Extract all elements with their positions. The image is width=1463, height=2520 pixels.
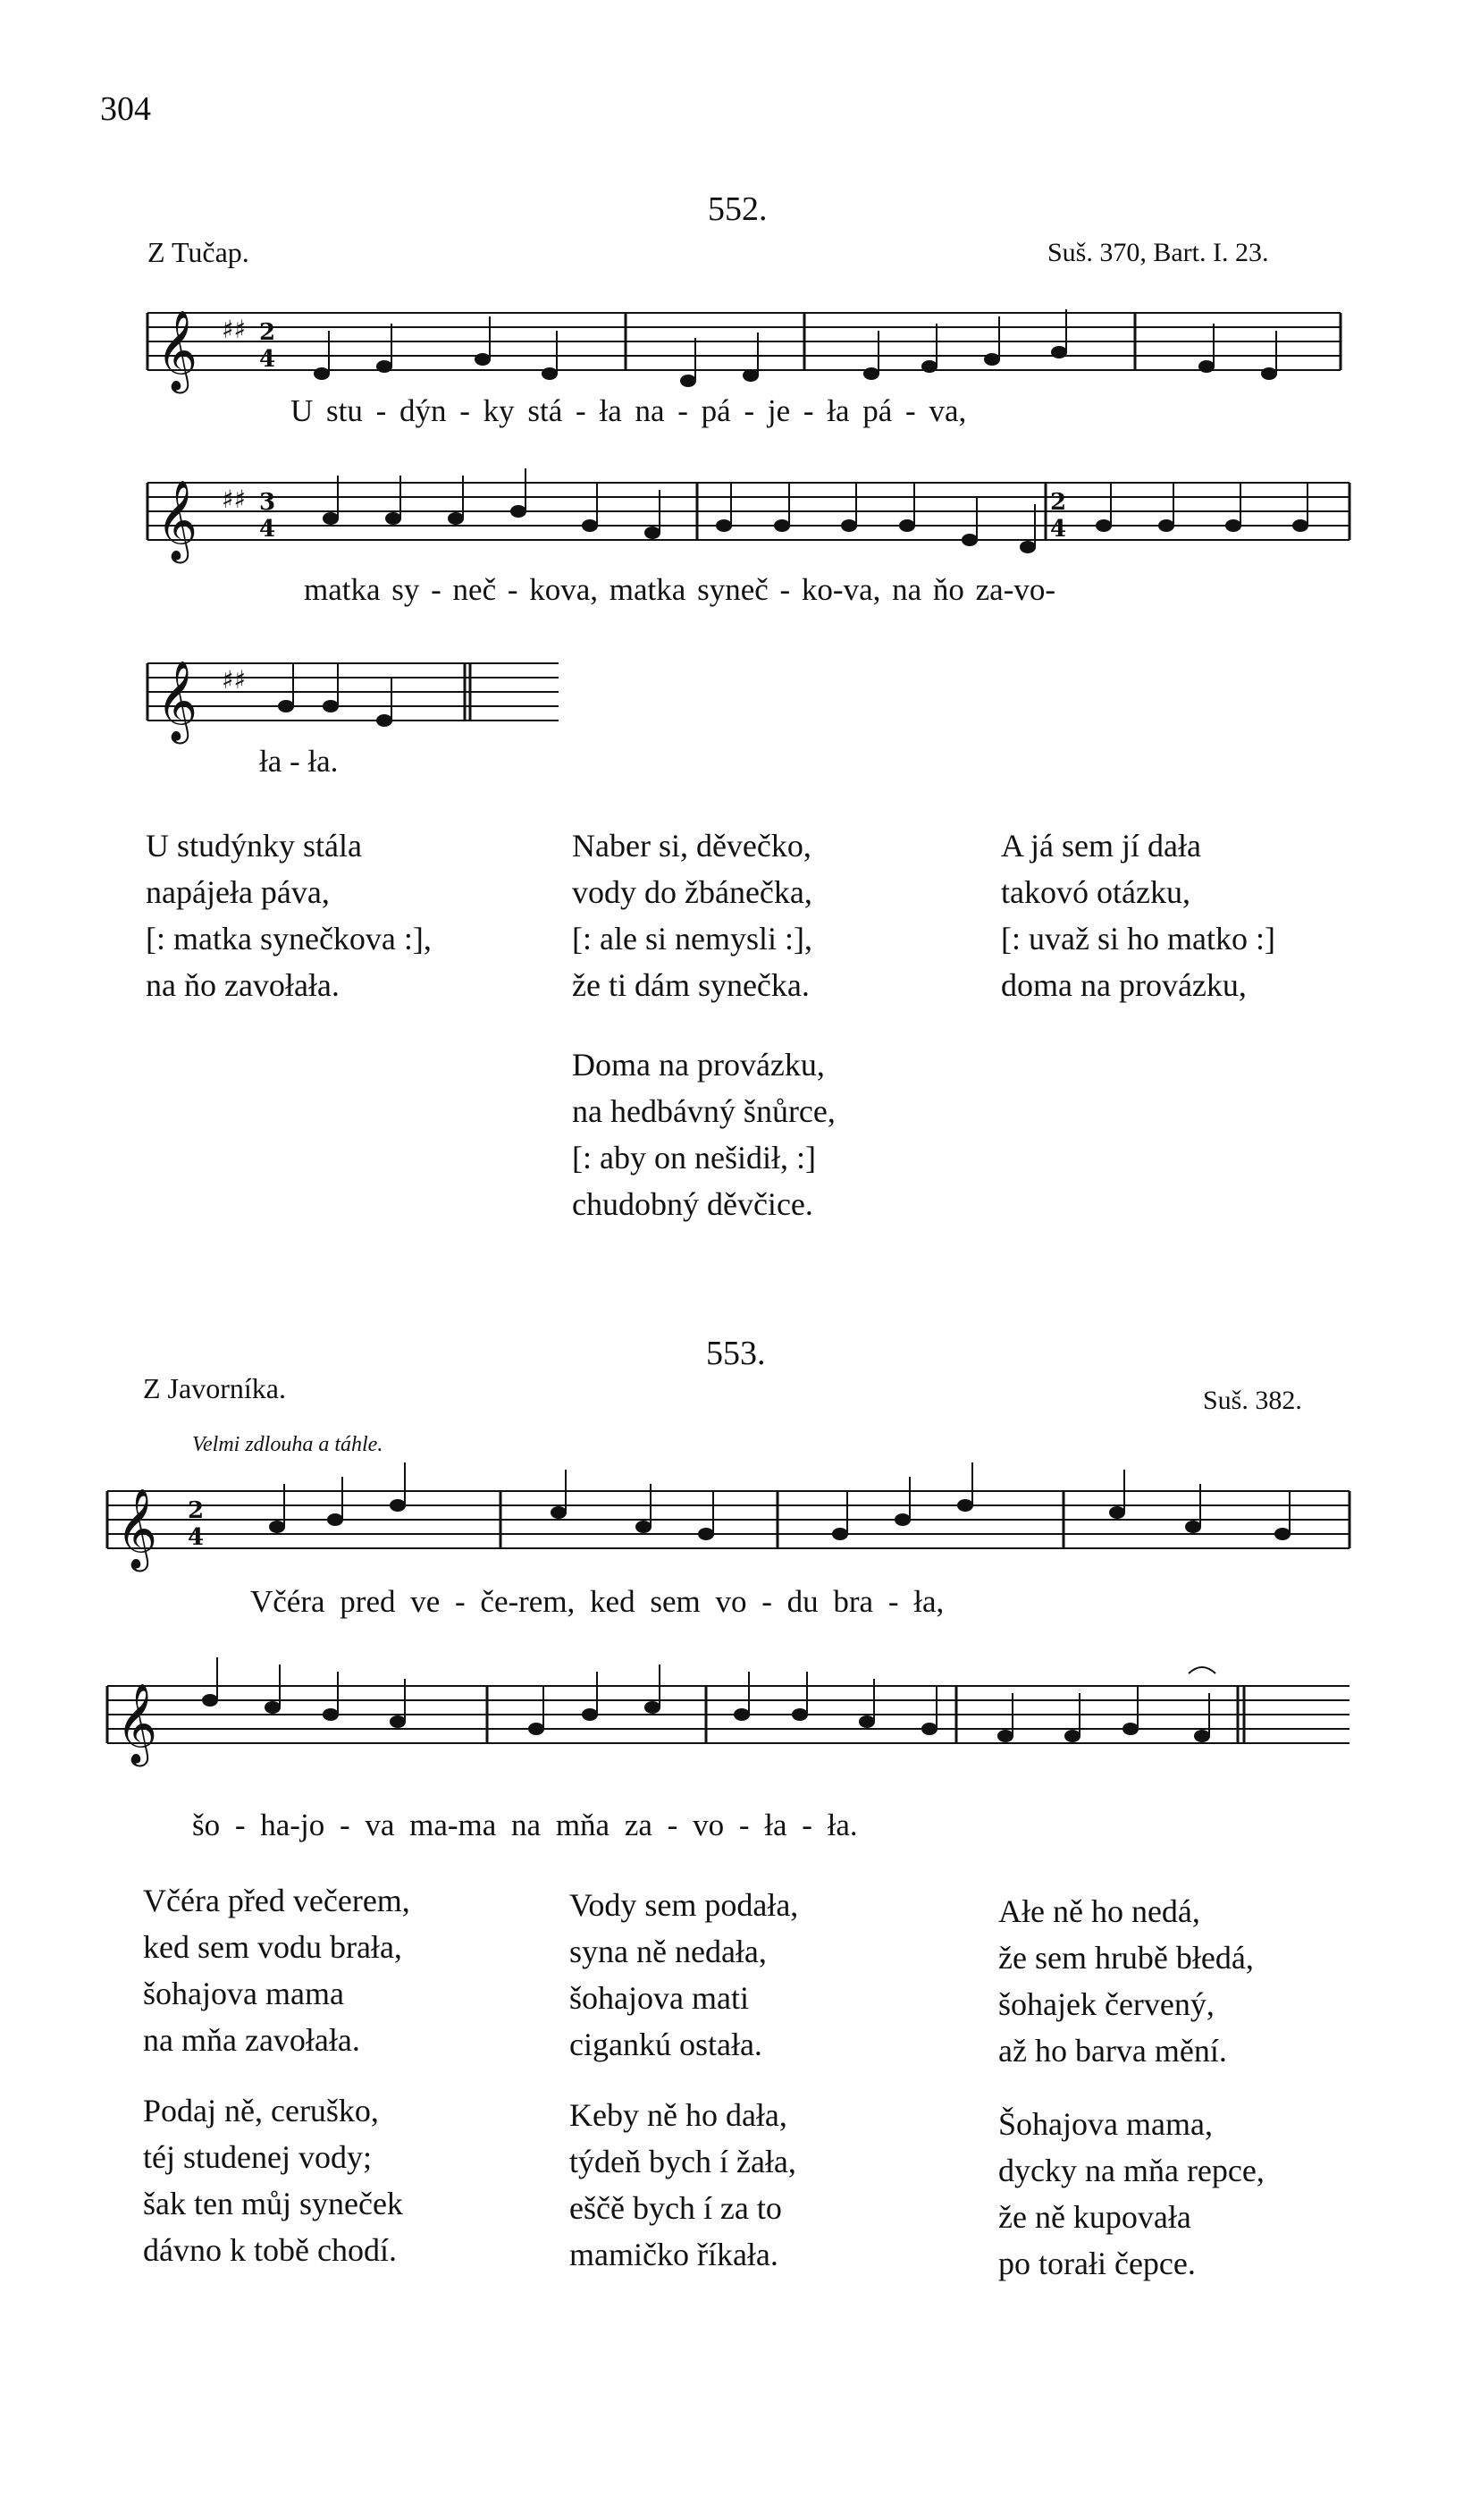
source-reference: Suš. 370, Bart. I. 23. (1047, 238, 1269, 267)
stanza-line: doma na provázku, (1001, 967, 1247, 1003)
stanza-line: [: aby on nešidił, :] (572, 1140, 816, 1176)
song-origin: Z Javorníka. (143, 1372, 286, 1404)
svg-text:4: 4 (1050, 516, 1067, 543)
svg-text:𝄞: 𝄞 (116, 1488, 158, 1569)
stanza (569, 2092, 796, 2278)
svg-text:𝄞: 𝄞 (156, 480, 198, 560)
svg-text:3: 3 (259, 489, 276, 516)
stanza (143, 2087, 403, 2273)
tempo-marking: Velmi zdlouha a táhle. (192, 1433, 383, 1456)
stanza-line: dycky na mňa repce, (998, 2153, 1265, 2188)
stanza (998, 2101, 1265, 2287)
stanza-line: Vody sem podała, (569, 1887, 799, 1923)
stanza-line: U studýnky stála (146, 828, 362, 864)
stanza-line: že sem hrubě błedá, (998, 1940, 1254, 1976)
stanza-line: na mňa zavołała. (143, 2022, 360, 2058)
staff-line-group (107, 1657, 1349, 1767)
stanza (572, 822, 812, 1008)
stanza-line: Ałe ně ho nedá, (998, 1893, 1200, 1929)
svg-text:2: 2 (1050, 489, 1067, 516)
stanza-line: [: matka synečkova :], (146, 921, 432, 957)
stanza-line: syna ně nedała, (569, 1934, 767, 1969)
svg-text:4: 4 (259, 346, 276, 373)
stanza-line: vody do žbánečka, (572, 874, 812, 910)
song-lyric-line: šo - ha-jo - va ma-ma na mňa za - vo - ła - ła. (192, 1808, 858, 1842)
source-reference: Suš. 382. (1203, 1386, 1302, 1415)
song-origin: Z Tučap. (147, 236, 249, 268)
staff-line-group (147, 309, 1341, 394)
stanza-line: na hedbávný šnůrce, (572, 1093, 836, 1129)
svg-text:𝄞: 𝄞 (156, 310, 198, 391)
stanza-line: že ně kupovała (998, 2199, 1191, 2235)
song-number: 552. (708, 190, 768, 228)
stanza-line: eščě bych í za to (569, 2190, 782, 2226)
stanza-line: [: uvaž si ho matko :] (1001, 921, 1275, 957)
staff-line-group (147, 661, 559, 745)
stanza-line: Šohajova mama, (998, 2106, 1213, 2142)
stanza-line: šohajek červený, (998, 1986, 1215, 2022)
stanza-line: cigankú ostała. (569, 2027, 762, 2062)
stanza-line: Včéra před večerem, (143, 1883, 410, 1918)
stanza-line: šak ten můj syneček (143, 2186, 403, 2221)
stanza-line: A já sem jí dała (1001, 828, 1201, 864)
svg-text:𝄞: 𝄞 (116, 1683, 158, 1764)
stanza (1001, 822, 1275, 1008)
svg-text:𝄞: 𝄞 (156, 661, 198, 741)
svg-text:4: 4 (188, 1524, 205, 1551)
stanza-line: chudobný děvčice. (572, 1186, 813, 1222)
song-lyric-line: U stu - dýn - ky stá - ła na - pá - je - ła pá - va, (290, 393, 967, 428)
song-lyric-line: ła - ła. (259, 744, 339, 779)
stanza-line: Doma na provázku, (572, 1047, 825, 1083)
stanza-line: až ho barva mění. (998, 2033, 1227, 2069)
svg-text:2: 2 (259, 319, 276, 346)
stanza-line: [: ale si nemysli :], (572, 921, 812, 957)
svg-text:♯♯: ♯♯ (222, 665, 247, 695)
stanza (569, 1882, 798, 2068)
stanza (146, 822, 432, 1008)
stanza-line: Podaj ně, ceruško, (143, 2093, 379, 2128)
song-number: 553. (706, 1335, 766, 1372)
stanza-line: na ňo zavołała. (146, 967, 340, 1003)
stanza-line: Naber si, děvečko, (572, 828, 811, 864)
stanza-line: šohajova mama (143, 1976, 344, 2011)
song-lyric-line: matka sy - neč - kova, matka syneč - ko-va, na ňo za-vo- (304, 572, 1056, 607)
stanza-line: mamičko říkała. (569, 2237, 778, 2272)
stanza (143, 1877, 410, 2063)
stanza-line: že ti dám synečka. (572, 967, 810, 1003)
stanza-line: ked sem vodu brała, (143, 1929, 402, 1965)
stanza (998, 1888, 1254, 2074)
stanza-line: napájeła páva, (146, 874, 330, 910)
svg-text:♯♯: ♯♯ (222, 485, 247, 514)
svg-text:2: 2 (188, 1497, 205, 1524)
stanza-line: týdeň bych í žała, (569, 2144, 796, 2179)
staff-line-group (147, 468, 1349, 564)
stanza-line: dávno k tobě chodí. (143, 2232, 397, 2268)
stanza-line: po torałi čepce. (998, 2246, 1196, 2281)
page-number: 304 (100, 90, 151, 128)
song-lyric-line: Včéra pred ve - če-rem, ked sem vo - du bra - ła, (250, 1584, 945, 1619)
stanza-line: takovó otázku, (1001, 874, 1190, 910)
staff-line-group (107, 1462, 1349, 1572)
stanza-line: téj studenej vody; (143, 2139, 372, 2175)
svg-text:♯♯: ♯♯ (222, 315, 247, 344)
stanza-line: Keby ně ho dała, (569, 2097, 787, 2133)
svg-text:4: 4 (259, 516, 276, 543)
stanza-line: šohajova mati (569, 1980, 749, 2016)
stanza (572, 1041, 836, 1227)
